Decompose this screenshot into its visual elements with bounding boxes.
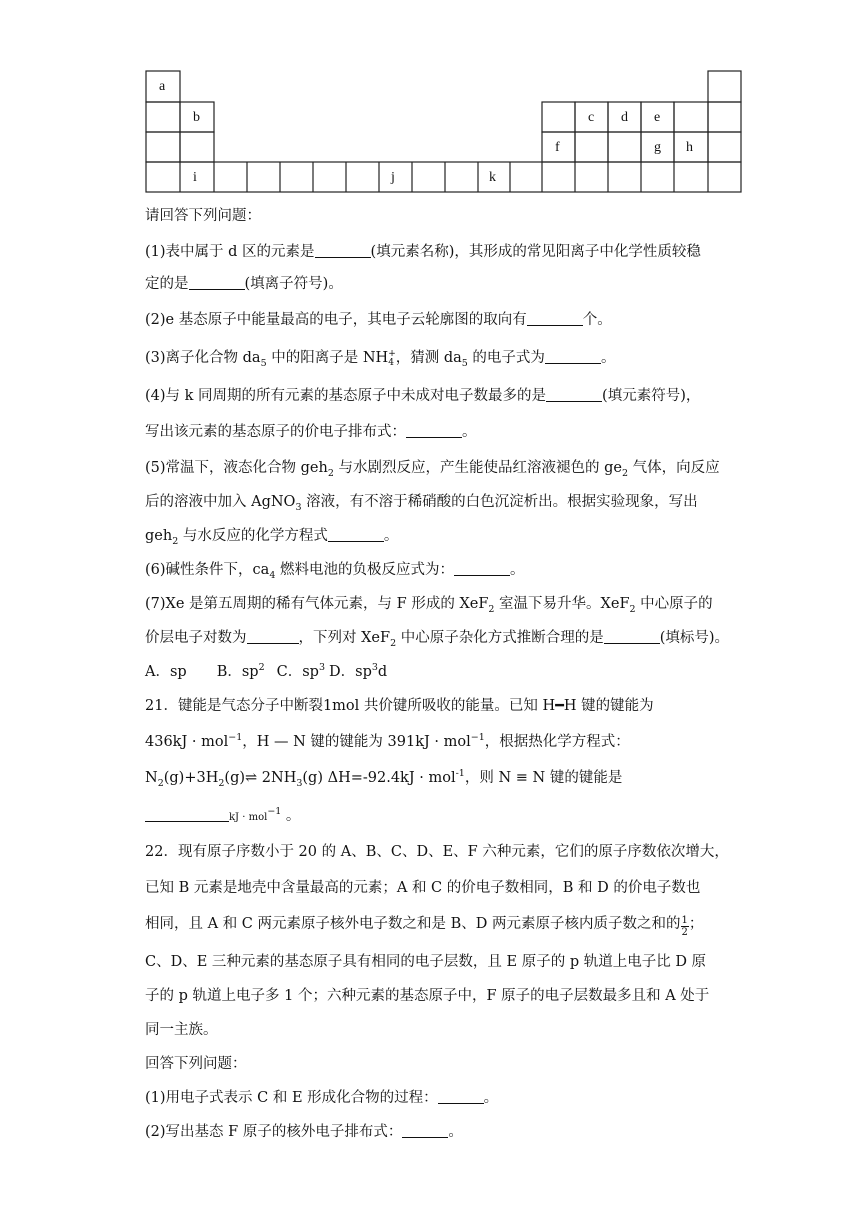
q1-line1: (1)表中属于 d 区的元素是 (填元素名称)，其形成的常见阳离子中化学性质较稳 bbox=[145, 244, 701, 260]
q7-options bbox=[145, 662, 845, 682]
answer-blank[interactable] bbox=[189, 275, 245, 290]
answer-blank[interactable] bbox=[406, 423, 462, 438]
q7-line1: (7)Xe 是第五周期的稀有气体元素，与 F 形成的 XeF$_2$ 室温下易升华。XeF$_2$ 中心原子的 bbox=[145, 596, 713, 615]
q22-line6: 同一主族。 bbox=[145, 1022, 218, 1038]
cell-b: b bbox=[193, 110, 200, 125]
answer-blank[interactable] bbox=[145, 807, 229, 822]
answer-blank[interactable] bbox=[247, 629, 299, 644]
answer-blank[interactable] bbox=[546, 387, 602, 402]
q6-line: (6)碱性条件下，$ca_4$ 燃料电池的负极反应式为： 。 bbox=[145, 562, 525, 581]
q22-intro: 回答下列问题： bbox=[145, 1056, 247, 1072]
cell-e: e bbox=[654, 110, 661, 125]
answer-blank[interactable] bbox=[438, 1089, 484, 1104]
answer-blank[interactable] bbox=[402, 1123, 448, 1138]
fraction-half: $\frac{1}{2}$ bbox=[681, 915, 688, 938]
answer-blank[interactable] bbox=[328, 527, 384, 542]
option-a: A．sp bbox=[145, 664, 187, 680]
q3-line: (3)离子化合物 $da_5$ 中的阳离子是 NH + 4 ，猜测 $da_5$ 的电子式为 。 bbox=[145, 349, 616, 369]
q5-line2: 后的溶液中加入 AgNO$_3$ 溶液，有不溶于稀硝酸的白色沉淀析出。根据实验现象，写出 bbox=[145, 494, 698, 513]
cell-j: j bbox=[391, 170, 395, 185]
q21-line2: 436kJ · mol$^{-1}$，H — N 键的键能为 391kJ · mol$^{-1}$，根据热化学方程式： bbox=[145, 732, 630, 750]
option-b: B．$sp^2$ bbox=[216, 662, 265, 680]
cell-d: d bbox=[621, 110, 628, 125]
q5-line3: geh$_2$ 与水反应的化学方程式 。 bbox=[145, 528, 399, 547]
q5-line1: (5)常温下，液态化合物 geh$_2$ 与水剧烈反应，产生能使品红溶液褪色的 $ge_2$ 气体，向反应 bbox=[145, 460, 720, 479]
cell-h: h bbox=[686, 140, 693, 155]
q21-line1: 21．键能是气态分子中断裂1mol 共价键所吸收的能量。已知 H━H 键的键能为 bbox=[145, 698, 654, 714]
periodic-table bbox=[0, 0, 860, 200]
answer-blank[interactable] bbox=[604, 629, 660, 644]
cell-g: g bbox=[654, 140, 661, 155]
answer-blank[interactable] bbox=[315, 243, 371, 258]
q2-line: (2)e 基态原子中能量最高的电子，其电子云轮廓图的取向有 个。 bbox=[145, 312, 612, 328]
q4-line1: (4)与 k 同周期的所有元素的基态原子中未成对电子数最多的是 (填元素符号)， bbox=[145, 388, 701, 404]
option-c: C．$sp^3$ bbox=[276, 662, 326, 680]
cell-f: f bbox=[555, 140, 560, 155]
q7-line2: 价层电子对数为 ，下列对 XeF$_2$ 中心原子杂化方式推断合理的是 (填标号)。 bbox=[145, 630, 730, 649]
q22-line2: 已知 B 元素是地壳中含量最高的元素；A 和 C 的价电子数相同，B 和 D 的价电子数也 bbox=[145, 880, 701, 896]
cell-c: c bbox=[588, 110, 595, 125]
q1-line2: 定的是 (填离子符号)。 bbox=[145, 276, 343, 292]
answer-blank[interactable] bbox=[454, 561, 510, 576]
cell-i: i bbox=[193, 170, 197, 185]
q21-line3: $N_2(g)+3H_2(g)\rightleftharpoons$ $2NH_3(g) \Delta H=-92.4kJ \cdot mol^{-1}$，则 N ≡ N 键的键能是 bbox=[145, 768, 623, 789]
cell-k: k bbox=[489, 170, 496, 185]
q21-line4: kJ · mol$^{-1}$ 。 bbox=[145, 806, 845, 828]
answer-blank[interactable] bbox=[545, 349, 601, 364]
option-d: D．$sp^3d$ bbox=[329, 662, 388, 680]
q22-part1: (1)用电子式表示 C 和 E 形成化合物的过程： 。 bbox=[145, 1090, 499, 1106]
intro-line: 请回答下列问题： bbox=[145, 208, 261, 224]
q22-line3: 相同，且 A 和 C 两元素原子核外电子数之和是 B、D 两元素原子核内质子数之和的 $\frac{1}{2}$ ； bbox=[145, 915, 704, 938]
cell-a: a bbox=[159, 79, 166, 94]
answer-blank[interactable] bbox=[527, 311, 583, 326]
q22-part2: (2)写出基态 F 原子的核外电子排布式： 。 bbox=[145, 1124, 463, 1140]
q22-line4: C、D、E 三种元素的基态原子具有相同的电子层数，且 E 原子的 p 轨道上电子比 D 原 bbox=[145, 954, 707, 970]
q22-line1: 22．现有原子序数小于 20 的 A、B、C、D、E、F 六种元素，它们的原子序数依次增大， bbox=[145, 844, 729, 860]
q22-line5: 子的 p 轨道上电子多 1 个；六种元素的基态原子中，F 原子的电子层数最多且和 A 处于 bbox=[145, 988, 710, 1004]
q4-line2: 写出该元素的基态原子的价电子排布式： 。 bbox=[145, 424, 477, 440]
